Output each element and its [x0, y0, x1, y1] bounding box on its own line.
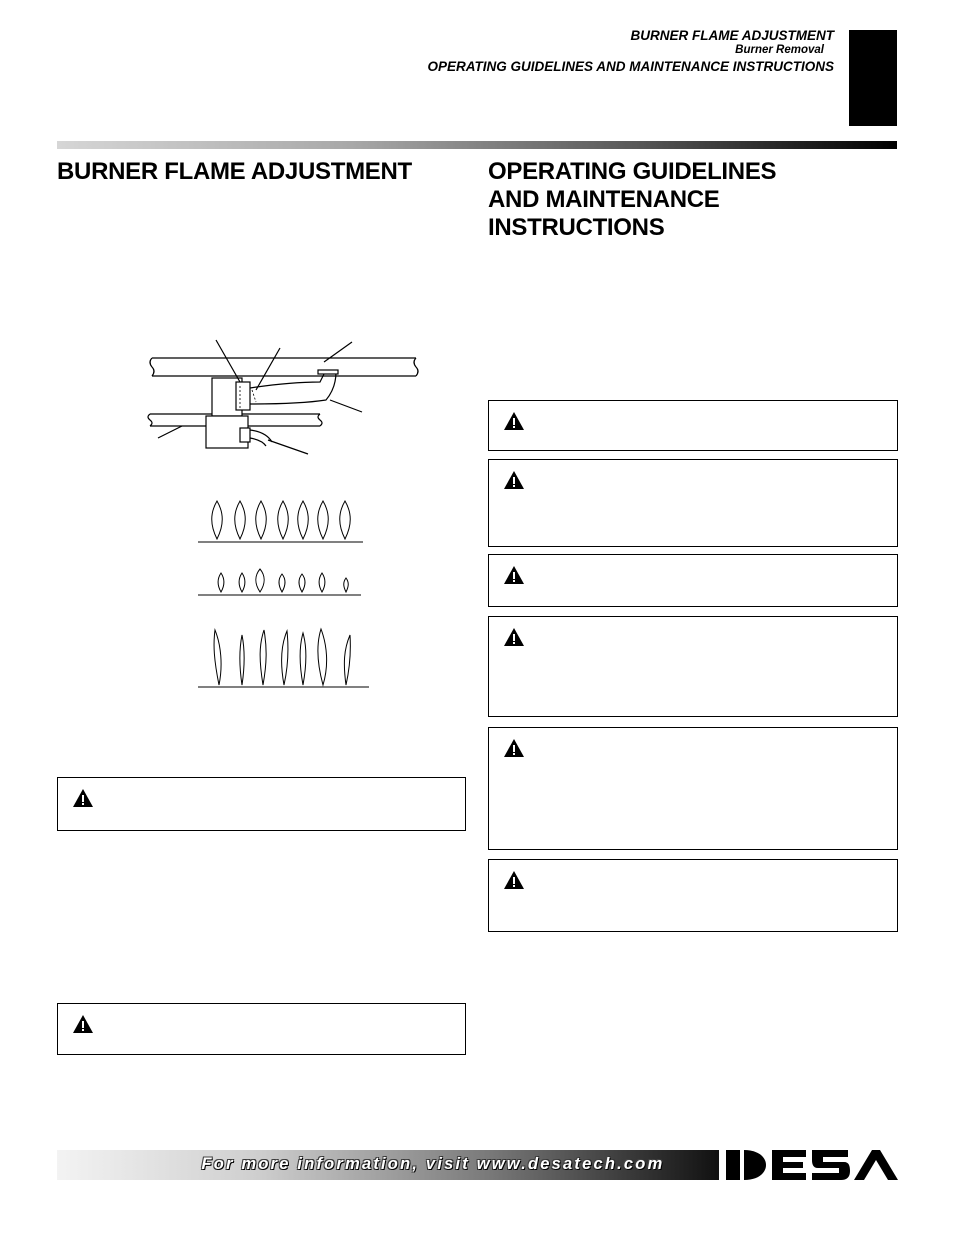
- right-title-line-1: OPERATING GUIDELINES: [488, 158, 777, 185]
- right-title-line-2: AND MAINTENANCE: [488, 186, 720, 213]
- header-section-title-2: OPERATING GUIDELINES AND MAINTENANCE INSTRUCTIONS: [427, 59, 834, 74]
- warning-triangle-icon: [503, 738, 525, 758]
- warning-triangle-icon: [503, 627, 525, 647]
- warning-box-right-4: [488, 616, 898, 717]
- warning-box-right-1: [488, 400, 898, 451]
- right-title-line-3: INSTRUCTIONS: [488, 214, 665, 241]
- warning-box-right-5: [488, 727, 898, 850]
- header-gradient-rule: [57, 141, 897, 149]
- footer-website-text: For more information, visit www.desatech.com: [201, 1155, 665, 1173]
- warning-triangle-icon: [72, 788, 94, 808]
- warning-triangle-icon: [72, 1014, 94, 1034]
- burner-assembly-diagram: [140, 330, 430, 460]
- right-section-title: [488, 158, 888, 242]
- warning-box-left-1: [57, 777, 466, 831]
- section-tab-block: [849, 30, 897, 126]
- footer-bar: [57, 1150, 719, 1180]
- warning-triangle-icon: [503, 411, 525, 431]
- flame-pattern-diagram: [195, 495, 375, 695]
- warning-box-right-3: [488, 554, 898, 607]
- warning-box-right-6: [488, 859, 898, 932]
- header-section-title: BURNER FLAME ADJUSTMENT: [630, 28, 834, 43]
- warning-box-right-2: [488, 459, 898, 547]
- warning-triangle-icon: [503, 470, 525, 490]
- header-subsection-title: Burner Removal: [735, 44, 824, 56]
- desa-logo: [726, 1148, 898, 1182]
- warning-triangle-icon: [503, 565, 525, 585]
- left-section-title: BURNER FLAME ADJUSTMENT: [57, 158, 412, 185]
- warning-triangle-icon: [503, 870, 525, 890]
- warning-box-left-2: [57, 1003, 466, 1055]
